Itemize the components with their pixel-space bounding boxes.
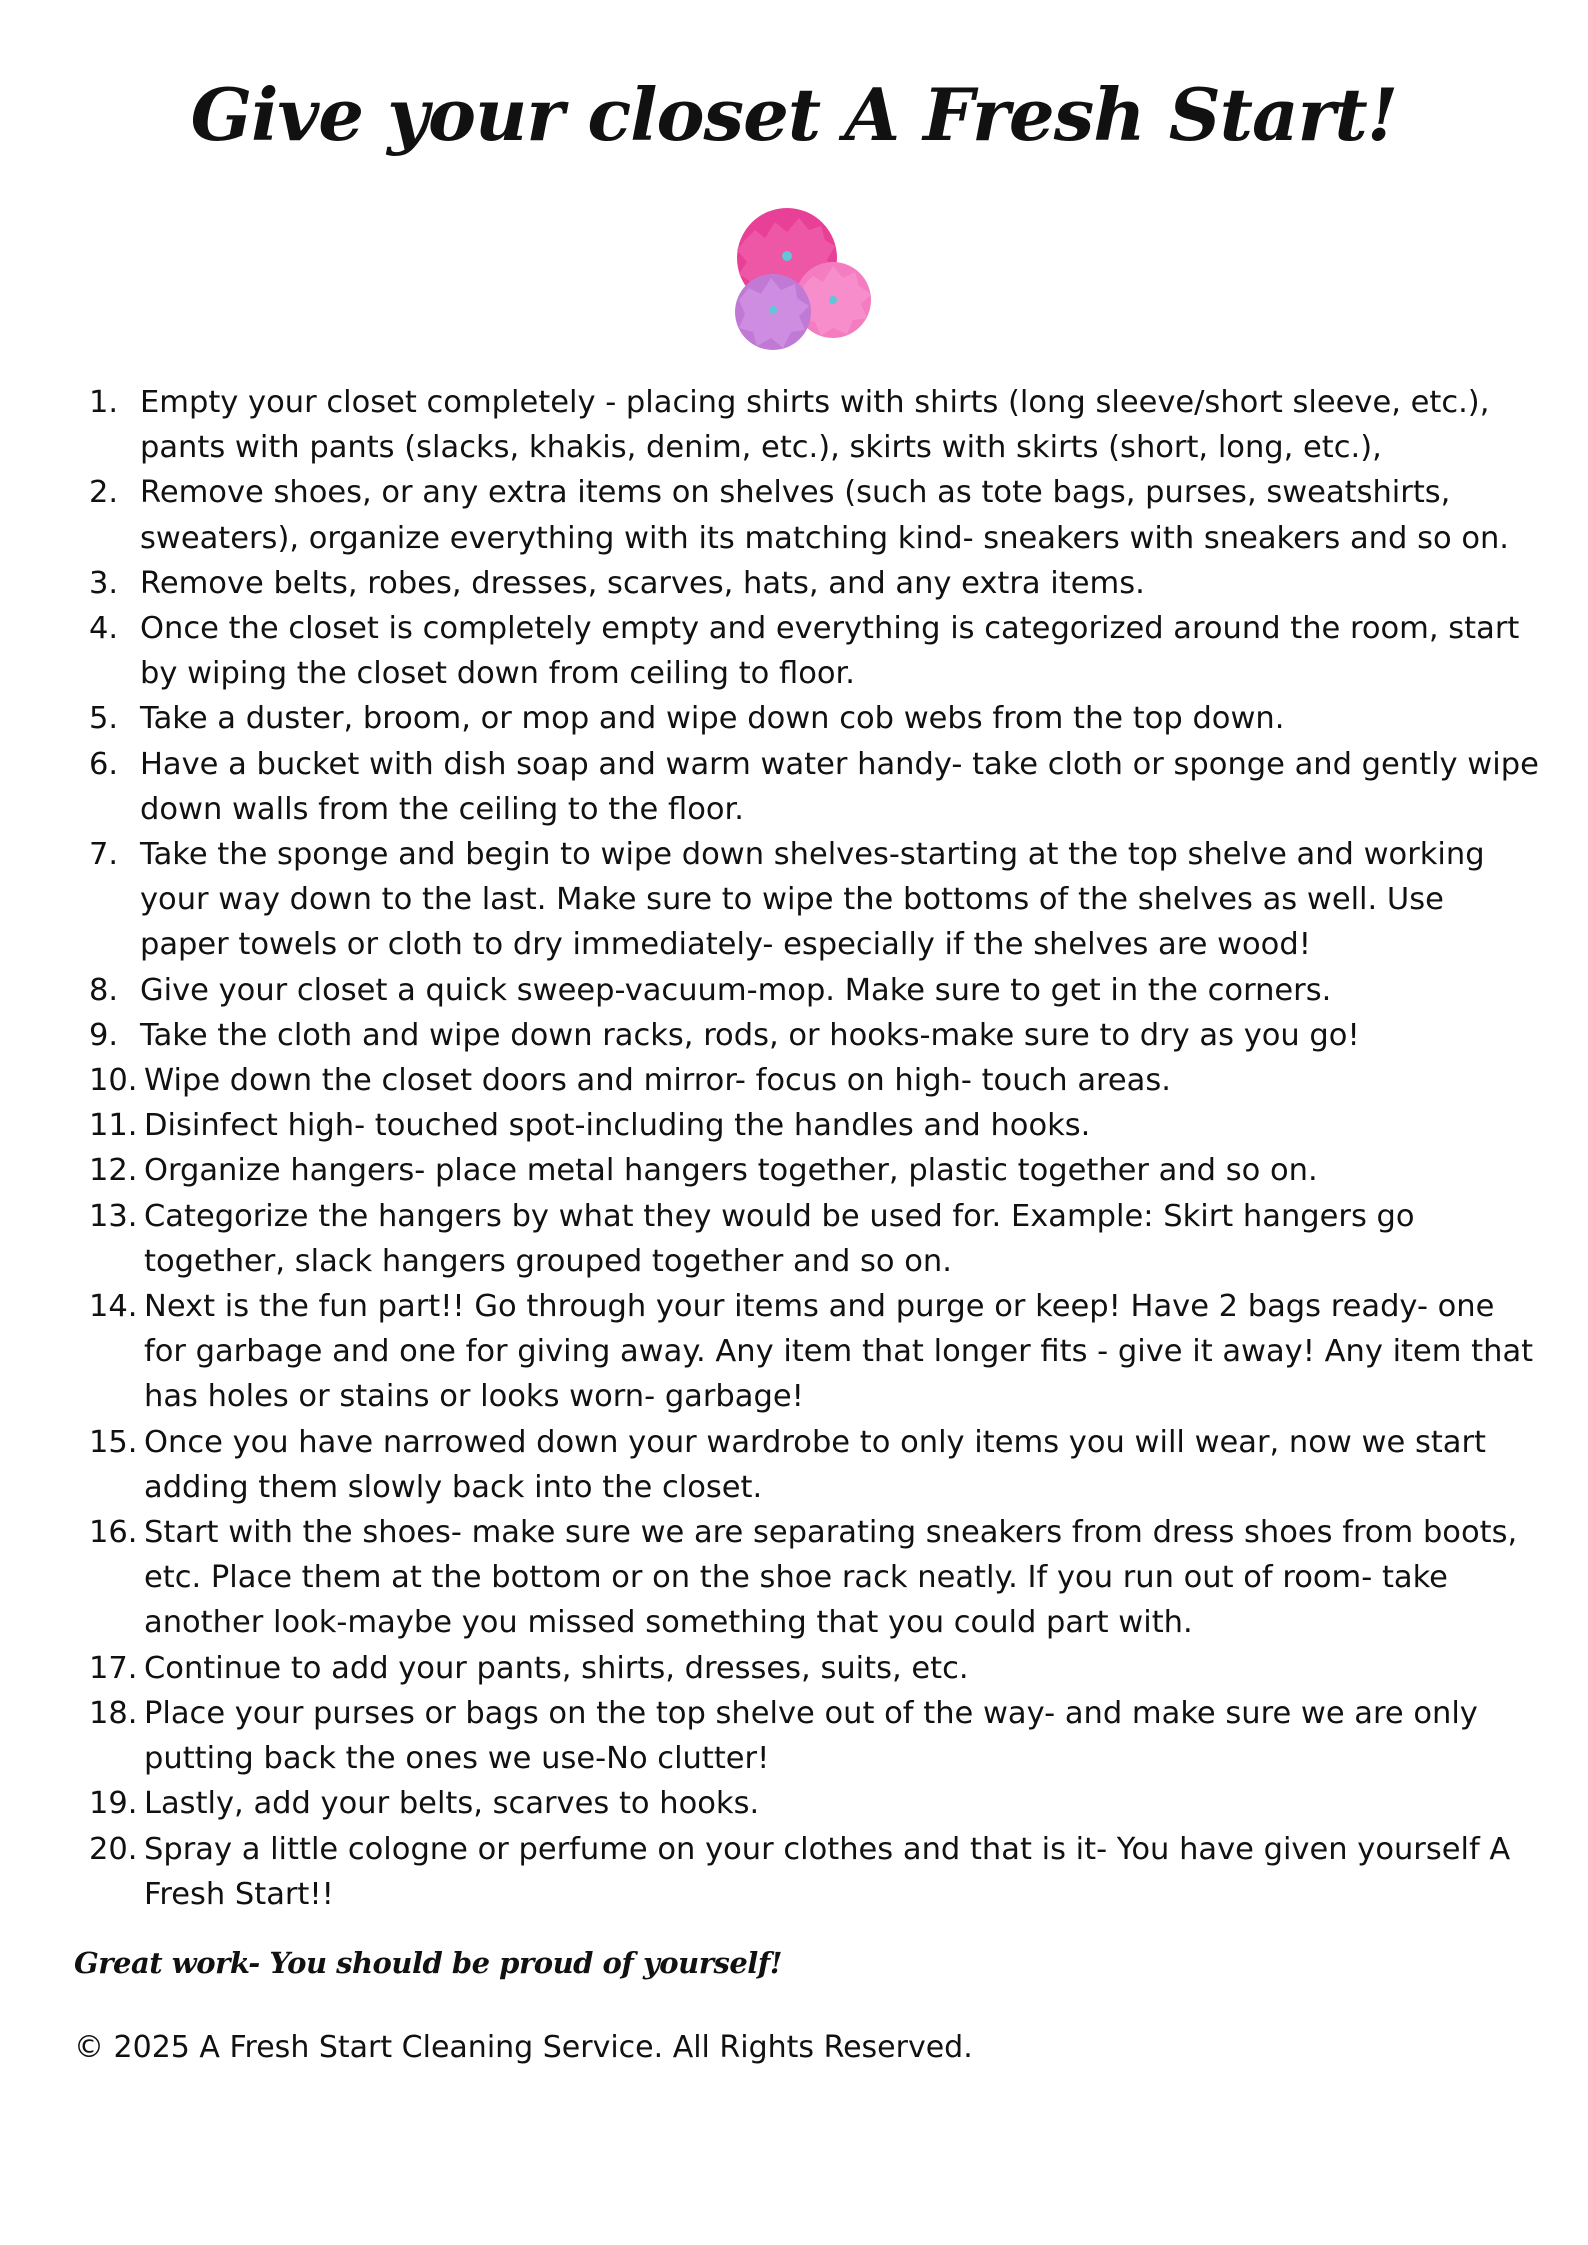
list-item	[80, 1284, 1540, 1420]
step-text: Empty your closet completely - placing shirts with shirts (long sleeve/short sleeve, etc.), pants with pants (slacks, khakis, denim, etc.), skirts with skirts (short, long, etc.),	[140, 385, 1490, 466]
step-text: Once you have narrowed down your wardrobe to only items you will wear, now we start adding them slowly back into the closet.	[144, 1424, 1486, 1505]
step-text: Lastly, add your belts, scarves to hooks.	[144, 1786, 760, 1822]
steps-list	[80, 380, 1540, 1917]
list-item	[80, 561, 1540, 606]
step-text: Take the cloth and wipe down racks, rods, or hooks-make sure to dry as you go!	[140, 1017, 1360, 1053]
list-item	[80, 742, 1540, 832]
step-number: 1.	[89, 385, 119, 420]
flower-lavender-left	[735, 274, 811, 350]
step-number: 18.	[89, 1695, 138, 1731]
step-number: 17.	[89, 1650, 138, 1686]
list-item	[80, 1103, 1540, 1148]
list-item	[80, 1691, 1540, 1781]
step-text: Categorize the hangers by what they would be used for. Example: Skirt hangers go together, slack hangers grouped together and so on.	[144, 1198, 1415, 1279]
step-text: Remove shoes, or any extra items on shelves (such as tote bags, purses, sweatshirts, sweaters), organize everything with its matching kind- sneakers with sneakers and so on.	[140, 475, 1510, 556]
step-number: 15.	[89, 1424, 138, 1460]
step-number: 11.	[89, 1108, 138, 1144]
list-item	[80, 1420, 1540, 1510]
step-text: Continue to add your pants, shirts, dresses, suits, etc.	[144, 1650, 969, 1686]
step-number: 8.	[89, 972, 119, 1008]
list-item	[80, 832, 1540, 968]
step-number: 2.	[89, 475, 119, 511]
list-item	[80, 968, 1540, 1013]
step-text: Start with the shoes- make sure we are separating sneakers from dress shoes from boots, etc. Place them at the bottom or on the shoe rack neatly. If you run out of room- take another look-maybe you missed something that you could part with.	[144, 1515, 1518, 1641]
step-text: Disinfect high- touched spot-including the handles and hooks.	[144, 1108, 1091, 1144]
step-text: Remove belts, robes, dresses, scarves, hats, and any extra items.	[140, 565, 1145, 601]
step-number: 19.	[89, 1786, 138, 1822]
step-number: 7.	[89, 837, 119, 873]
list-item	[80, 1510, 1540, 1646]
step-text: Next is the fun part!! Go through your items and purge or keep! Have 2 bags ready- one for garbage and one for giving away. Any item that longer fits - give it away! Any item that has holes or stains or looks worn- garbage!	[144, 1289, 1534, 1415]
list-item	[80, 1148, 1540, 1193]
step-text: Once the closet is completely empty and everything is categorized around the room, start by wiping the closet down from ceiling to floor.	[140, 611, 1520, 692]
list-item	[80, 1058, 1540, 1103]
step-number: 4.	[89, 611, 119, 647]
step-number: 6.	[89, 746, 119, 782]
step-text: Spray a little cologne or perfume on your clothes and that is it- You have given yourself A Fresh Start!!	[144, 1831, 1511, 1912]
step-number: 16.	[89, 1515, 138, 1551]
step-number: 14.	[89, 1289, 138, 1325]
step-text: Give your closet a quick sweep-vacuum-mop. Make sure to get in the corners.	[140, 972, 1332, 1008]
list-item	[80, 470, 1540, 560]
step-text: Place your purses or bags on the top shelve out of the way- and make sure we are only putting back the ones we use-No clutter!	[144, 1695, 1478, 1777]
page-title: Give your closet A Fresh Start!	[190, 72, 1398, 157]
step-number: 5.	[89, 701, 119, 737]
list-item	[80, 606, 1540, 696]
flower-illustration	[715, 200, 875, 355]
step-text: Take the sponge and begin to wipe down shelves-starting at the top shelve and working your way down to the last. Make sure to wipe the bottoms of the shelves as well. Use paper towels or cloth to dry immediately- especially if the shelves are wood!	[140, 837, 1485, 963]
step-text: Take a duster, broom, or mop and wipe down cob webs from the top down.	[140, 701, 1285, 737]
list-item	[80, 1781, 1540, 1826]
list-item	[80, 696, 1540, 741]
step-number: 9.	[89, 1017, 119, 1053]
step-number: 10.	[89, 1063, 138, 1099]
list-item	[80, 380, 1540, 470]
step-number: 12.	[89, 1153, 138, 1189]
list-item	[80, 1646, 1540, 1691]
copyright-notice: © 2025 A Fresh Start Cleaning Service. All Rights Reserved.	[74, 2030, 973, 2065]
step-text: Wipe down the closet doors and mirror- focus on high- touch areas.	[144, 1063, 1171, 1099]
step-number: 20.	[89, 1831, 138, 1867]
list-item	[80, 1013, 1540, 1058]
list-item	[80, 1194, 1540, 1284]
step-text: Organize hangers- place metal hangers together, plastic together and so on.	[144, 1153, 1318, 1189]
step-text: Have a bucket with dish soap and warm water handy- take cloth or sponge and gently wipe down walls from the ceiling to the floor.	[140, 746, 1539, 827]
list-item	[80, 1827, 1540, 1917]
step-number: 3.	[89, 565, 119, 601]
closing-message: Great work- You should be proud of yourself!	[74, 1946, 782, 1980]
step-number: 13.	[89, 1198, 138, 1234]
